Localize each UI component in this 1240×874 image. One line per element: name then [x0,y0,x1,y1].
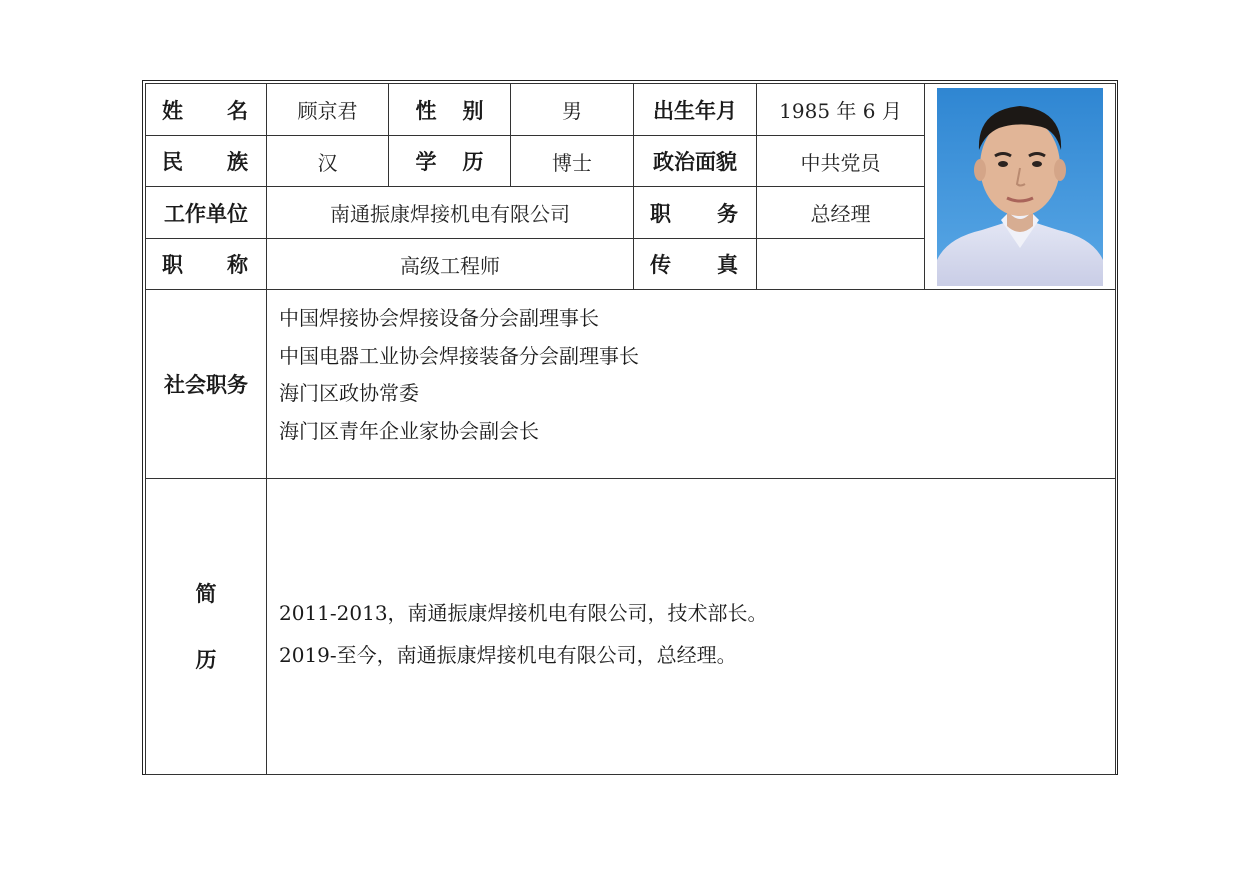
title-label: 职 称 [146,239,267,290]
name-value: 顾京君 [267,84,389,136]
social-role-item: 海门区政协常委 [279,381,419,405]
photo-cell [925,84,1116,290]
employer-label: 工作单位 [146,187,267,239]
birth-value: 1985 年 6 月 [757,84,925,136]
gender-label: 性 别 [389,84,511,136]
employer-value: 南通振康焊接机电有限公司 [267,187,634,239]
ethnicity-label: 民 族 [146,136,267,187]
social-roles-label: 社会职务 [146,290,267,479]
social-role-item: 中国焊接协会焊接设备分会副理事长 [279,306,599,330]
ethnicity-value: 汉 [267,136,389,187]
profile-table [145,83,1116,775]
birth-label: 出生年月 [634,84,757,136]
political-label: 政治面貌 [634,136,757,187]
position-label: 职 务 [634,187,757,239]
social-roles-list [267,290,1116,479]
education-label: 学 历 [389,136,511,187]
position-value: 总经理 [757,187,925,239]
portrait-photo [937,88,1103,286]
resume-label: 简 历 [146,479,267,775]
resume-item: 2019-至今，南通振康焊接机电有限公司，总经理。 [279,642,737,667]
education-value: 博士 [511,136,634,187]
gender-value: 男 [511,84,634,136]
resume-list [267,479,1116,775]
title-value: 高级工程师 [267,239,634,290]
political-value: 中共党员 [757,136,925,187]
name-label: 姓 名 [146,84,267,136]
social-role-item: 海门区青年企业家协会副会长 [279,418,539,443]
fax-label: 传 真 [634,239,757,290]
resume-item: 2011-2013，南通振康焊接机电有限公司，技术部长。 [279,600,768,625]
fax-value [757,239,925,290]
social-role-item: 中国电器工业协会焊接装备分会副理事长 [279,343,639,368]
